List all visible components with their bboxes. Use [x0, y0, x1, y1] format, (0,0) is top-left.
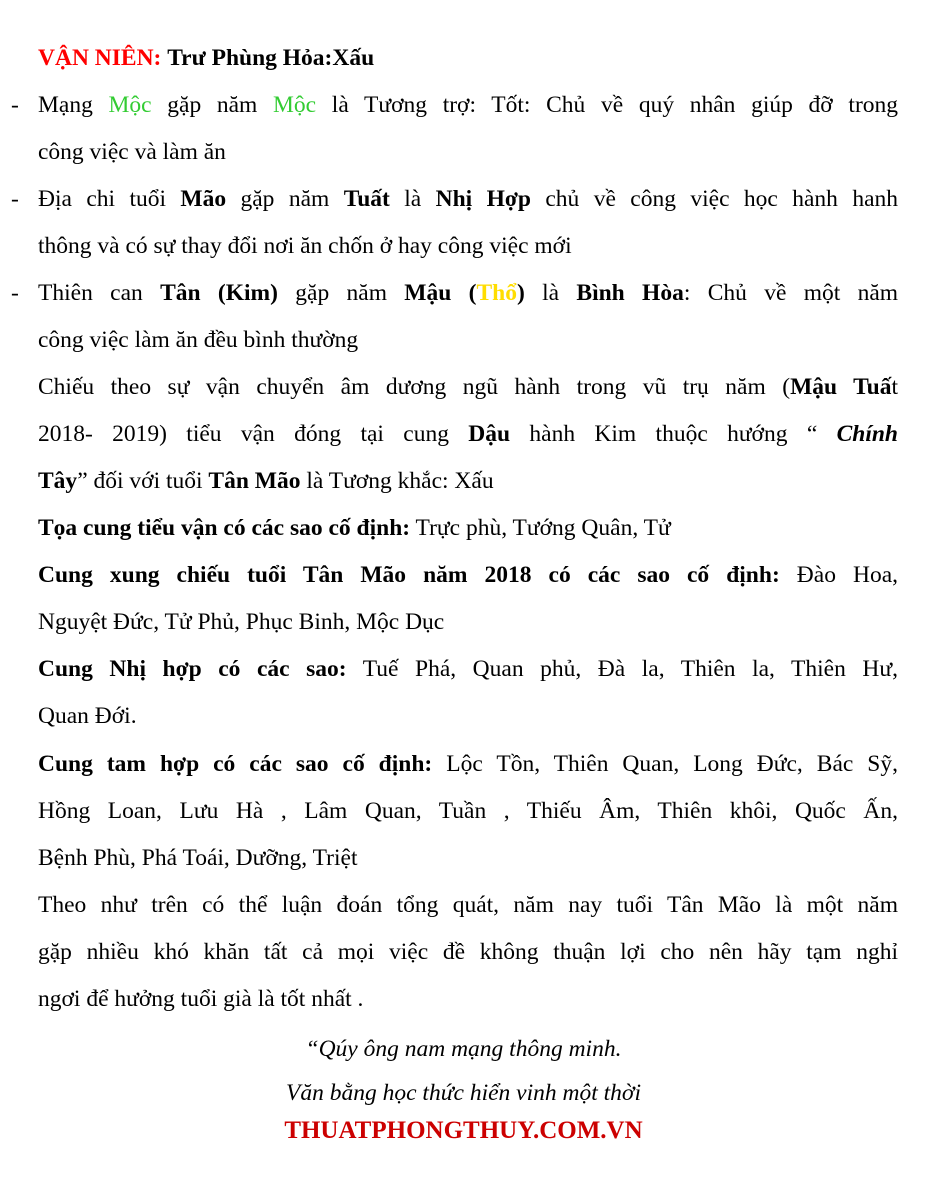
- text: chủ về công việc học hành hanh: [530, 186, 898, 212]
- text: 2018- 2019) tiểu vận đóng tại cung: [38, 421, 469, 447]
- conclusion-line-1: Theo như trên có thể luận đoán tổng quát, năm nay tuổi Tân Mão là một năm: [38, 892, 898, 918]
- section-value: Đào Hoa,: [779, 562, 898, 588]
- bold-text: Bình Hòa: [576, 280, 684, 306]
- chieu-line-3: [38, 466, 898, 496]
- bold-text: Dậu: [468, 421, 511, 447]
- bold-italic-text: Chính: [836, 421, 898, 447]
- toa-cung-line: [38, 513, 898, 543]
- text: Chiếu theo sự vận chuyển âm dương ngũ hành trong vũ trụ năm (: [38, 374, 791, 400]
- conclusion-line-2: gặp nhiều khó khăn tất cả mọi việc đề không thuận lợi cho nên hãy tạm nghỉ: [38, 939, 898, 965]
- bold-text: Tân (Kim): [160, 280, 278, 306]
- bullet-dash-3: -: [11, 280, 19, 306]
- text: ” đối với tuổi: [77, 468, 209, 494]
- text: t: [891, 374, 898, 400]
- text: là: [389, 186, 436, 212]
- conclusion-line-3: ngơi để hưởng tuổi già là tốt nhất .: [38, 986, 364, 1012]
- heading-label: VẬN NIÊN:: [38, 45, 162, 71]
- bullet-3-line-2: công việc làm ăn đều bình thường: [38, 327, 359, 353]
- bullet-1-line-1: [38, 90, 898, 120]
- nhi-hop-line-2: Quan Đới.: [38, 703, 137, 729]
- bullet-3-line-1: [38, 278, 898, 308]
- bullet-1-line-2: công việc và làm ăn: [38, 139, 226, 165]
- section-value: Trực phù, Tướng Quân, Tử: [410, 515, 671, 541]
- bold-text: Mão: [180, 186, 227, 212]
- bullet-2-line-2: thông và có sự thay đổi nơi ăn chốn ở hay công việc mới: [38, 233, 572, 259]
- chieu-line-1: [38, 372, 898, 402]
- text: Địa chi tuổi: [38, 186, 181, 212]
- text: Thiên can: [38, 280, 161, 306]
- poem-line-1: “Qúy ông nam mạng thông minh.: [305, 1036, 622, 1062]
- tam-hop-line-3: Bệnh Phù, Phá Toái, Dưỡng, Triệt: [38, 845, 358, 871]
- section-value: Lộc Tồn, Thiên Quan, Long Đức, Bác Sỹ,: [432, 751, 898, 777]
- bold-text: ): [516, 280, 525, 306]
- bold-text: Nhị Hợp: [435, 186, 531, 212]
- bold-text: Tân Mão: [208, 468, 301, 494]
- section-label: Cung tam hợp có các sao cố định:: [38, 751, 433, 777]
- section-label: Cung xung chiếu tuổi Tân Mão năm 2018 có các sao cố định:: [38, 562, 780, 588]
- tam-hop-line-2: Hồng Loan, Lưu Hà , Lâm Quan, Tuần , Thiếu Âm, Thiên khôi, Quốc Ấn,: [38, 798, 898, 824]
- nhi-hop-line-1: [38, 654, 898, 684]
- xung-chieu-line-1: [38, 560, 898, 590]
- bold-text: Tuất: [343, 186, 390, 212]
- bold-text: Tây: [38, 468, 78, 494]
- moc-text: Mộc: [273, 92, 317, 118]
- tho-text: Thổ: [476, 280, 517, 306]
- heading-value: Trư Phùng Hỏa:Xấu: [167, 45, 375, 71]
- section-label: Tọa cung tiểu vận có các sao cố định:: [38, 515, 411, 541]
- bullet-2-line-1: [38, 184, 898, 214]
- chieu-line-2: [38, 419, 898, 449]
- tam-hop-line-1: [38, 749, 898, 779]
- heading: [38, 43, 898, 73]
- poem-line-2: Văn bằng học thức hiển vinh một thời: [286, 1080, 641, 1106]
- section-value: Tuế Phá, Quan phủ, Đà la, Thiên la, Thiên Hư,: [346, 656, 898, 682]
- xung-chieu-line-2: Nguyệt Đức, Tử Phủ, Phục Binh, Mộc Dục: [38, 609, 445, 635]
- text: là: [524, 280, 577, 306]
- bullet-dash-2: -: [11, 186, 19, 212]
- section-label: Cung Nhị hợp có các sao:: [38, 656, 347, 682]
- website-link[interactable]: THUATPHONGTHUY.COM.VN: [284, 1117, 643, 1144]
- bold-text: Mậu Tuấ: [790, 374, 892, 400]
- text: Mạng: [38, 92, 109, 118]
- text: là Tương khắc: Xấu: [300, 468, 494, 494]
- text: là Tương trợ: Tốt: Chủ về quý nhân giúp đỡ trong: [316, 92, 899, 118]
- text: gặp năm: [226, 186, 344, 212]
- text: gặp năm: [151, 92, 274, 118]
- moc-text: Mộc: [108, 92, 152, 118]
- bullet-dash-1: -: [11, 92, 19, 118]
- text: hành Kim thuộc hướng “: [510, 421, 837, 447]
- bold-text: Mậu (: [404, 280, 477, 306]
- text: : Chủ về một năm: [683, 280, 899, 306]
- text: gặp năm: [277, 280, 405, 306]
